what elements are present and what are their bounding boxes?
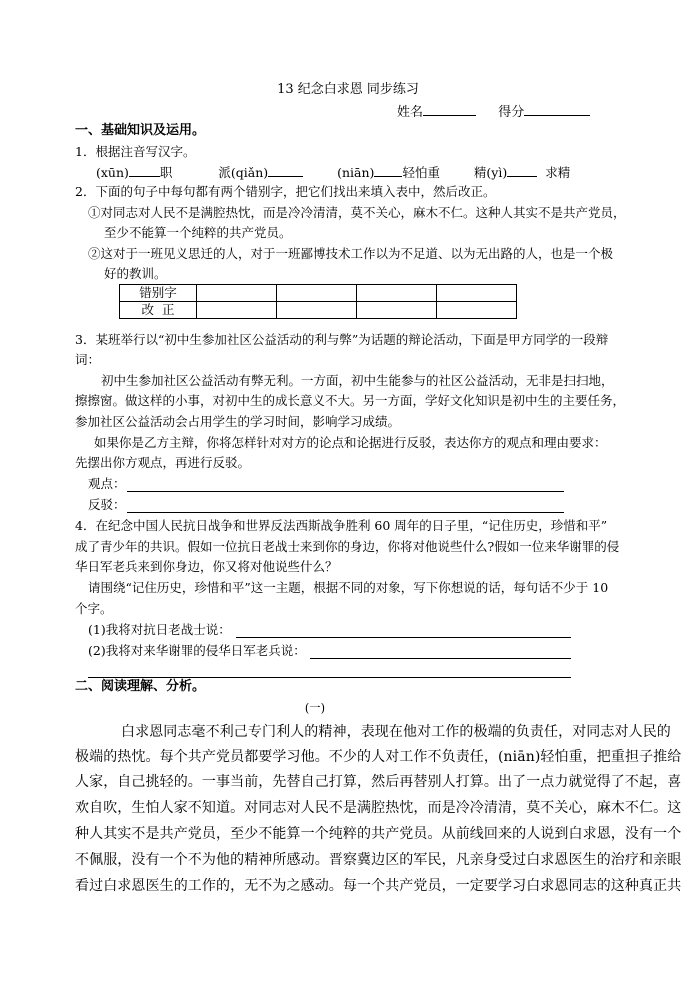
- q1-blank-1[interactable]: [129, 164, 160, 177]
- typo-cell[interactable]: [277, 285, 357, 302]
- q1-suffix-4: 求精: [545, 165, 571, 180]
- reading-line: 极端的热忱。每个共产党员都要学习他。不少的人对工作不负责任，(niān)轻怕重，把重担子推给: [75, 749, 682, 765]
- q1-pinyin-3: (niān): [337, 165, 375, 180]
- reading-line: 欢自吹，生怕人家不知道。对同志对人民不是满腔热忱，而是冷冷清清，莫不关心，麻木不仁。这: [75, 800, 682, 816]
- q4-line1: 4．在纪念中国人民抗日战争和世界反法西斯战争胜利 60 周年的日子里，“记住历史，珍惜和平”: [75, 518, 608, 533]
- typo-cell[interactable]: [197, 285, 277, 302]
- rebut-answer-line[interactable]: [127, 512, 564, 513]
- q1-label: 1．根据注音写汉字。: [75, 144, 196, 159]
- section1-heading: 一、基础知识及运用。: [75, 123, 206, 138]
- correction-cell[interactable]: [357, 302, 437, 319]
- q4-line3: 华日军老兵来到你身边，你又将对他说些什么？: [75, 559, 338, 574]
- correction-cell[interactable]: [197, 302, 277, 319]
- score-blank[interactable]: [524, 103, 590, 116]
- q4-answer1-line[interactable]: [236, 637, 571, 638]
- q2-sentence2-line2: 好的教训。: [104, 266, 167, 281]
- q2-sentence1-line2: 至少不能算一个纯粹的共产党员。: [104, 225, 292, 240]
- view-answer-line[interactable]: [127, 491, 564, 492]
- q1-pinyin-4: 精(yì): [473, 165, 508, 180]
- correction-row-label: 改 正: [120, 302, 197, 319]
- q1-blank-4[interactable]: [507, 164, 537, 177]
- section2-heading: 二、阅读理解、分析。: [75, 679, 206, 694]
- q2-label: 2．下面的句子中每句都有两个错别字，把它们找出来填入表中，然后改正。: [75, 184, 496, 199]
- correction-cell[interactable]: [277, 302, 357, 319]
- q4-line5: 个字。: [75, 601, 113, 616]
- page-title: 13 纪念白求恩 同步练习: [277, 82, 419, 97]
- q1-blank-2[interactable]: [268, 164, 303, 177]
- typo-cell[interactable]: [437, 285, 517, 302]
- q3-para1-line1: 初中生参加社区公益活动有弊无利。一方面，初中生能参与的社区公益活动，无非是扫扫地，: [101, 373, 614, 388]
- typo-table: [119, 284, 517, 319]
- correction-cell[interactable]: [437, 302, 517, 319]
- reading-line: 白求恩同志毫不利己专门利人的精神，表现在他对工作的极端的负责任，对同志对人民的: [121, 724, 671, 740]
- typo-cell[interactable]: [357, 285, 437, 302]
- q1-blank-3[interactable]: [374, 164, 402, 177]
- q1-pinyin-1: (xūn): [96, 165, 129, 180]
- reading-line: 看过白求恩医生的工作的，无不为之感动。每一个共产党员，一定要学习白求恩同志的这种真正共: [75, 878, 682, 894]
- q3-para2-line1: 如果你是乙方主辩，你将怎样针对对方的论点和论据进行反驳，表达你方的观点和理由要求：: [94, 435, 607, 450]
- name-score-line: [397, 103, 590, 122]
- q4-line2: 成了青少年的共识。假如一位抗日老战士来到你的身边，你将对他说些什么?假如一位来华谢罪的侵: [75, 539, 620, 554]
- q3-para2-line2: 先摆出你方观点，再进行反驳。: [75, 455, 251, 470]
- name-label: 姓名: [397, 105, 424, 120]
- correction-row: [120, 302, 517, 319]
- reading-line: 人家，自己挑轻的。一事当前，先替自己打算，然后再替别人打算。出了一点力就觉得了不起，喜: [75, 774, 682, 790]
- reading-part-number: (一): [304, 700, 326, 715]
- typo-row: [120, 285, 517, 302]
- view-label: 观点：: [88, 476, 126, 491]
- rebut-label: 反驳：: [88, 497, 126, 512]
- q1-pinyin-2: 派(qiǎn): [218, 165, 269, 180]
- q3-line2: 词：: [75, 352, 101, 367]
- typo-row-label: 错别字: [120, 285, 197, 302]
- q1-suffix-1: 职: [159, 165, 173, 180]
- reading-line: 种人其实不是共产党员，至少不能算一个纯粹的共产党员。从前线回来的人说到白求恩，没有一个: [75, 826, 682, 842]
- score-label: 得分: [498, 105, 525, 120]
- q3-line1: 3．某班举行以“初中生参加社区公益活动的利与弊”为话题的辩论活动，下面是甲方同学的一段辩: [75, 332, 609, 347]
- name-blank[interactable]: [423, 103, 476, 116]
- q4-answer1-label: (1)我将对抗日老战士说：: [88, 622, 231, 637]
- q4-line4: 请围绕“记住历史，珍惜和平”这一主题，根据不同的对象，写下你想说的话，每句话不少于 10: [88, 580, 609, 595]
- q2-sentence2-line1: ②这对于一班见义思迁的人，对于一班鄙博技术工作以为不足道、以为无出路的人，也是一个极: [88, 246, 614, 261]
- q3-para1-line3: 参加社区公益活动会占用学生的学习时间，影响学习成绩。: [75, 414, 401, 429]
- q4-answer2-label: (2)我将对来华谢罪的侵华日军老兵说：: [88, 643, 306, 658]
- q4-answer2-line[interactable]: [310, 658, 571, 659]
- reading-line: 不佩服，没有一个不为他的精神所感动。晋察冀边区的军民，凡亲身受过白求恩医生的治疗和亲眼: [75, 852, 682, 868]
- q3-para1-line2: 擦擦窗。做这样的小事，对初中生的成长意义不大。另一方面，学好文化知识是初中生的主要任务，: [75, 393, 626, 408]
- q2-sentence1-line1: ①对同志对人民不是满腔热忱，而是冷冷清清，莫不关心，麻木不仁。这种人其实不是共产党员，: [88, 205, 626, 220]
- q1-suffix-3: 轻怕重: [402, 165, 440, 180]
- q1-items: [96, 164, 570, 182]
